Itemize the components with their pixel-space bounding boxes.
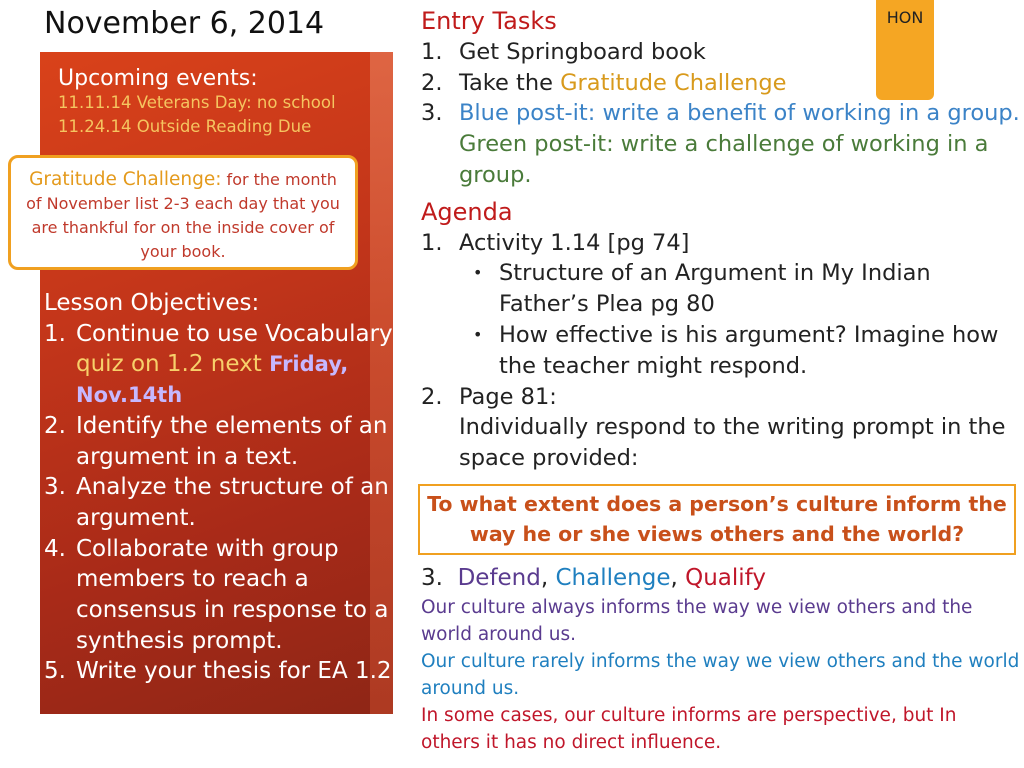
objectives-heading: Lesson Objectives: [44,290,260,316]
gratitude-title: Gratitude Challenge: [29,169,222,190]
agenda-item: 1. Activity 1.14 [pg 74] • Structure of an Argument in My Indian Father’s Plea pg 80 • How effective is his argument? Imagine how the teacher might respond. [421,228,1021,382]
defend-label: Defend [457,565,541,591]
agenda-subtext: Structure of an Argument in My Indian Father’s Plea pg 80 [499,260,931,318]
objective-text: Analyze the structure of an argument. [76,474,389,531]
right-column [421,6,1021,474]
writing-prompt-box: To what extent does a person’s culture inform the way he or she views others and the world? [418,484,1016,555]
objective-item: 5. Write your thesis for EA 1.2 [44,658,392,685]
quiz-note: quiz on 1.2 next [76,351,262,378]
gratitude-link-text: Gratitude Challenge [560,69,787,96]
agenda-subtext: How effective is his argument? Imagine how the teacher might respond. [499,321,999,379]
entry-task-text: Get Springboard book [459,38,706,65]
challenge-label: Challenge [555,565,671,591]
entry-task-item: 2. Take the Gratitude Challenge [421,69,787,96]
green-postit-text: Green post-it: write a challenge of working in a group. [459,131,989,188]
agenda-text: Activity 1.14 [pg 74] [459,229,690,256]
upcoming-events [58,66,336,139]
quiz-date: Friday, Nov.14th [76,352,349,408]
item-number: 3. [421,565,443,591]
objective-item: 2. Identify the elements of an argument in a text. [44,412,388,470]
objective-text: Write your thesis for EA 1.2 [76,658,392,685]
agenda-subitem: • Structure of an Argument in My Indian Father’s Plea pg 80 [473,260,931,318]
entry-task-text: Take the [459,69,561,96]
agenda-item-3 [421,563,766,593]
lesson-objectives [44,288,404,687]
separator: , [670,565,686,591]
entry-tasks-heading: Entry Tasks [421,7,557,35]
objective-item: 1. Continue to use Vocabulary: quiz on 1.2 next Friday, Nov.14th [44,320,399,408]
entry-task-item: 3. Blue post-it: write a benefit of working in a group. Green post-it: write a challenge of working in a group. [421,100,1020,188]
agenda-text: Individually respond to the writing prompt in the space provided: [459,414,1006,472]
entry-task-item: 1. Get Springboard book [421,38,706,65]
event-item: 11.24.14 Outside Reading Due [58,117,312,136]
challenge-statement: Our culture rarely informs the way we view others and the world around us. [421,651,1020,699]
separator: , [540,565,556,591]
position-statements [421,594,1021,756]
objective-item: 4. Collaborate with group members to reach a consensus in response to a synthesis prompt. [44,535,389,654]
agenda-text: Page 81: [459,383,557,410]
objective-item: 3. Analyze the structure of an argument. [44,474,389,531]
gratitude-challenge-box [8,155,358,270]
defend-statement: Our culture always informs the way we view others and the world around us. [421,597,973,645]
agenda-subitem: • How effective is his argument? Imagine how the teacher might respond. [473,321,999,379]
qualify-statement: In some cases, our culture informs are perspective, but In others it has no direct influence. [421,705,957,753]
hon-tab: HON [876,0,934,100]
objective-text: Continue to use Vocabulary: [76,320,399,347]
event-item: 11.11.14 Veterans Day: no school [58,93,336,112]
objective-text: Identify the elements of an argument in a text. [76,412,388,470]
objective-text: Collaborate with group members to reach a consensus in response to a synthesis prompt. [76,535,389,654]
agenda-item: 2. Page 81: Individually respond to the writing prompt in the space provided: [421,383,1006,472]
blue-postit-text: Blue post-it: write a benefit of working in a group. [459,100,1020,127]
qualify-label: Qualify [685,565,766,591]
agenda-heading: Agenda [421,197,513,226]
upcoming-heading: Upcoming events: [58,66,258,91]
gratitude-body: for the month of November list 2-3 each day that you are thankful for on the inside cover of your book. [26,170,340,261]
page-title: November 6, 2014 [44,6,325,41]
